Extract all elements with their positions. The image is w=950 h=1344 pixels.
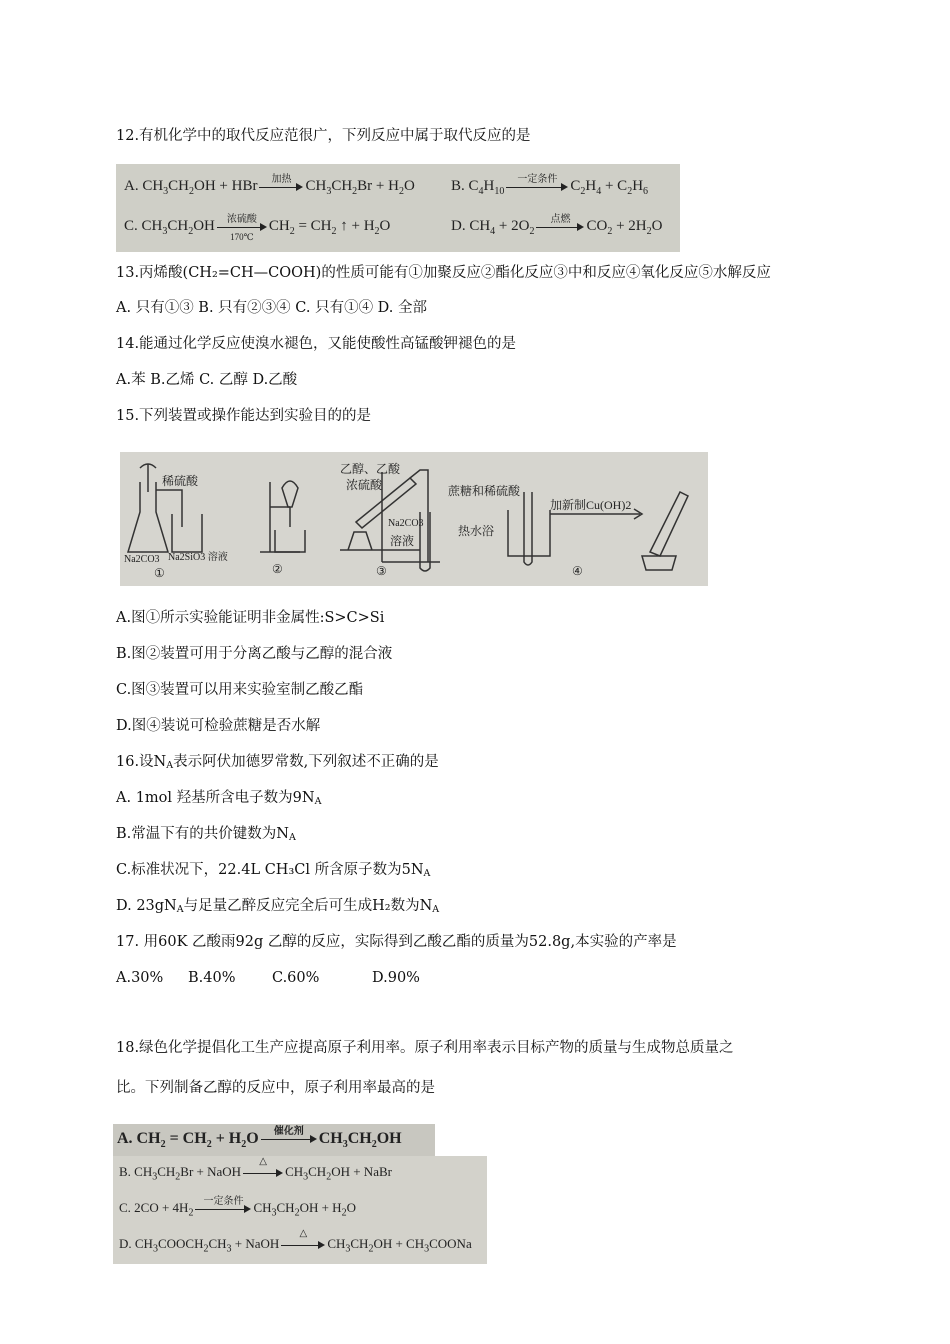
q16-stem: 16.设$N_A$表示阿伏加德罗常数,下列叙述不正确的是 — [116, 754, 439, 771]
label-apparatus-1: ① — [154, 566, 165, 580]
label-na2sio3: Na2SiO3 溶液 — [168, 552, 228, 563]
q12-reaction-image — [116, 164, 680, 252]
q18-option-d: D. $CH_3COOCH_2CH_3$ + NaOH △ $CH_3CH_2OH$ + $CH_3COONa$ — [119, 1228, 472, 1255]
q17-stem: 17. 用60K 乙酸雨92g 乙醇的反应，实际得到乙酸乙酯的质量为52.8g,本实验的产率是 — [116, 934, 677, 950]
q14-stem: 14.能通过化学反应使溴水褪色，又能使酸性高锰酸钾褪色的是 — [116, 336, 517, 352]
label-apparatus-2: ② — [272, 562, 283, 576]
q15-option-a: A.图①所示实验能证明非金属性:S>C>Si — [116, 610, 385, 626]
q12-stem: 12.有机化学中的取代反应范很广，下列反应中属于取代反应的是 — [116, 128, 531, 144]
label-ethanol-acetic-acid: 乙醇、乙酸 — [340, 462, 401, 476]
q17-option-a: A.30% — [116, 970, 164, 986]
q18-option-b: B. $CH_3CH_2Br$ + NaOH △ $CH_3CH_2OH$ + NaBr — [119, 1156, 392, 1183]
q15-stem: 15.下列装置或操作能达到实验目的的是 — [116, 408, 372, 424]
q12-option-a: A. $CH_3CH_2OH$ + HBr 加热 $CH_3CH_2Br + H_2O$ — [124, 173, 415, 197]
label-conc-sulfuric-acid: 浓硫酸 — [346, 478, 383, 492]
label-hot-water-bath: 热水浴 — [458, 524, 495, 538]
q18-options-bcd-image — [113, 1156, 487, 1264]
q17-option-b: B.40% — [188, 970, 236, 986]
q15-apparatus-figure — [120, 452, 708, 586]
q12-option-b: B. $C_4H_{10}$ 一定条件 $C_2H_4 + C_2H_6$ — [451, 173, 649, 197]
q18-stem-line-1: 18.绿色化学提倡化工生产应提高原子利用率。原子利用率表示目标产物的质量与生成物总质量之 — [116, 1040, 734, 1056]
q16-option-d: D. $23gN_A$与足量乙醉反应完全后可生成H₂数为$N_A$ — [116, 898, 440, 915]
label-solution: 溶液 — [390, 534, 415, 548]
label-dilute-sulfuric-acid: 稀硫酸 — [162, 474, 199, 488]
q17-option-d: D.90% — [372, 970, 420, 986]
label-na2co3-solution: Na2CO3 — [388, 518, 424, 529]
label-sucrose-acid: 蔗糖和稀硫酸 — [448, 484, 521, 498]
label-apparatus-4: ④ — [572, 564, 583, 578]
q15-option-b: B.图②装置可用于分离乙酸与乙醇的混合液 — [116, 646, 393, 662]
q13-options: A. 只有①③ B. 只有②③④ C. 只有①④ D. 全部 — [116, 300, 428, 316]
q18-option-a: A. $CH_2 = CH_2 + H_2O$ 催化剂 $CH_3CH_2OH$ — [117, 1126, 402, 1151]
q12-option-c: C. $CH_3CH_2OH$ 浓硫酸 170℃ $CH_2 = CH_2$ ↑ + $H_2O$ — [124, 213, 391, 242]
q18-option-c: C. $2CO + 4H_2$ 一定条件 $CH_3CH_2OH + H_2O$ — [119, 1196, 356, 1219]
q16-option-a: A. 1mol 羟基所含电子数为$9N_A$ — [116, 790, 322, 807]
label-na2co3: Na2CO3 — [124, 554, 160, 565]
q14-options: A.苯 B.乙烯 C. 乙醇 D.乙酸 — [116, 372, 298, 388]
q18-stem-line-2: 比。下列制备乙醇的反应中，原子利用率最高的是 — [116, 1080, 435, 1096]
q15-option-c: C.图③装置可以用来实验室制乙酸乙酯 — [116, 682, 364, 698]
label-apparatus-3: ③ — [376, 564, 387, 578]
q13-stem: 13.丙烯酸(CH₂=CH—COOH)的性质可能有①加聚反应②酯化反应③中和反应④氧化反应⑤水解反应 — [116, 265, 771, 281]
q17-option-c: C.60% — [272, 970, 320, 986]
q16-option-c: C.标准状况下，22.4L CH₃Cl 所含原子数为$5N_A$ — [116, 862, 431, 879]
label-fresh-cuoh2: 加新制Cu(OH)2 — [550, 498, 632, 512]
q12-option-d: D. $CH_4 + 2O_2$ 点燃 $CO_2 + 2H_2O$ — [451, 213, 663, 237]
q15-option-d: D.图④装说可检验蔗糖是否水解 — [116, 718, 321, 734]
q18-option-a-image — [113, 1124, 435, 1156]
q16-option-b: B.常温下有的共价键数为$N_A$ — [116, 826, 296, 843]
